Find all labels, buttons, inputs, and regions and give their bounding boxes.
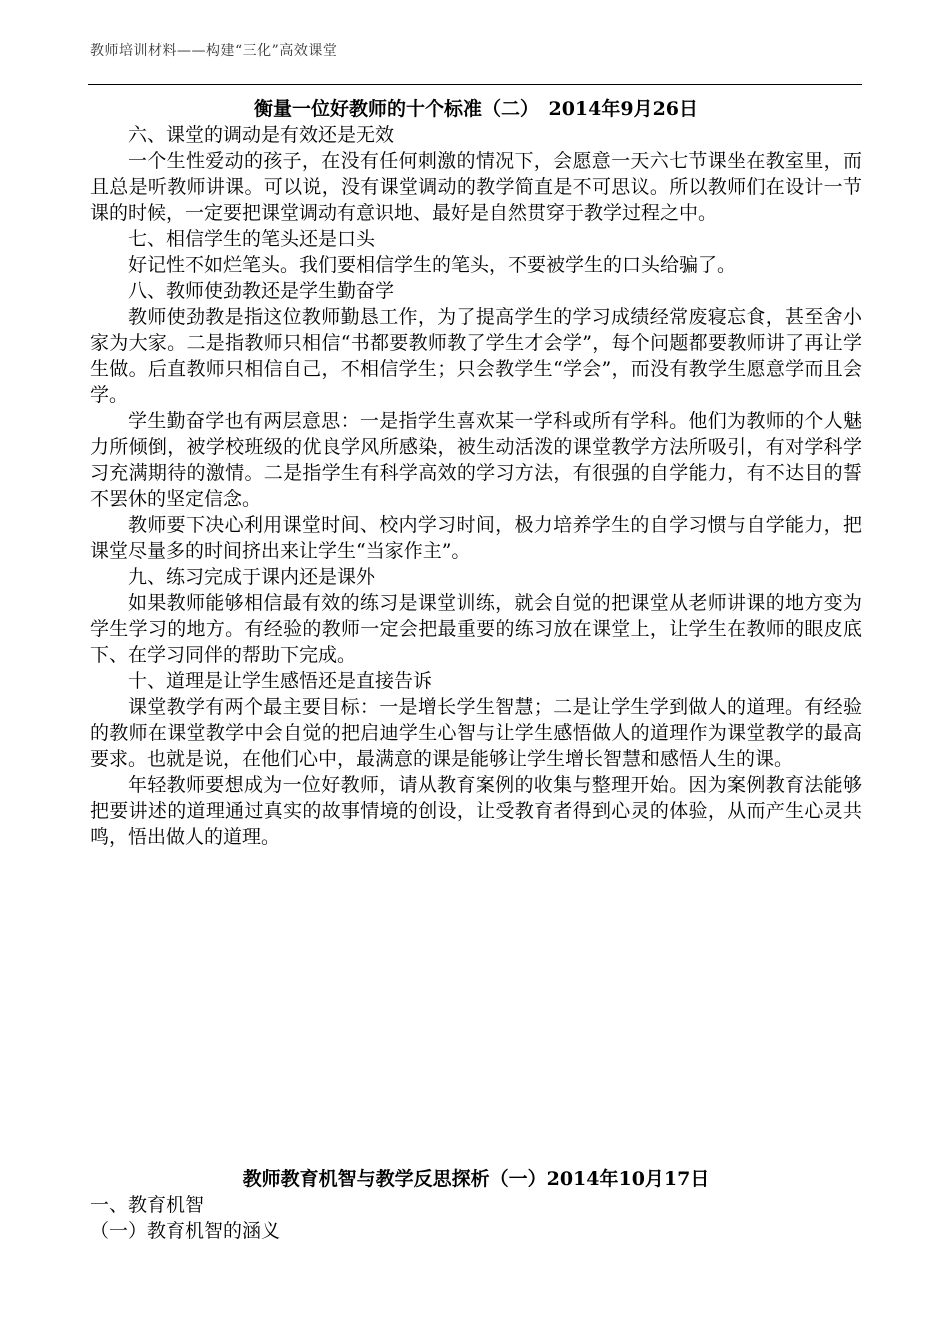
article-standards-part-2 (90, 96, 862, 850)
paragraph: 如果教师能够相信最有效的练习是课堂训练，就会自觉的把课堂从老师讲课的地方变为学生学习的地方。有经验的教师一定会把最重要的练习放在课堂上，让学生在教师的眼皮底下、在学习同伴的帮助下完成。 (90, 592, 862, 666)
article-teaching-wisdom-part-1 (90, 1166, 862, 1244)
article-title: 衡量一位好教师的十个标准（二） 2014年9月26日 (253, 98, 699, 120)
header-rule (88, 84, 862, 85)
paragraph: 教师要下决心利用课堂时间、校内学习时间，极力培养学生的自学习惯与自学能力，把课堂尽量多的时间挤出来让学生“当家作主”。 (90, 514, 862, 562)
article-title: 教师教育机智与教学反思探析（一）2014年10月17日 (242, 1168, 710, 1190)
running-header: 教师培训材料——构建“三化”高效课堂 (90, 43, 338, 59)
subheading-nine: 九、练习完成于课内还是课外 (128, 566, 376, 588)
subheading-ten: 十、道理是让学生感悟还是直接告诉 (128, 670, 433, 692)
paragraph: 课堂教学有两个最主要目标：一是增长学生智慧；二是让学生学到做人的道理。有经验的教师在课堂教学中会自觉的把启迪学生心智与让学生感悟做人的道理作为课堂教学的最高要求。也就是说，在他们心中，最满意的课是能够让学生增长智慧和感悟人生的课。 (90, 696, 862, 770)
paragraph: 年轻教师要想成为一位好教师，请从教育案例的收集与整理开始。因为案例教育法能够把要讲述的道理通过真实的故事情境的创设，让受教育者得到心灵的体验，从而产生心灵共鸣，悟出做人的道理。 (90, 774, 862, 848)
paragraph: 好记性不如烂笔头。我们要相信学生的笔头，不要被学生的口头给骗了。 (128, 254, 737, 276)
subheading-seven: 七、相信学生的笔头还是口头 (128, 228, 376, 250)
paragraph: 教师使劲教是指这位教师勤恳工作，为了提高学生的学习成绩经常废寝忘食，甚至舍小家为大家。二是指教师只相信“书都要教师教了学生才会学”，每个问题都要教师讲了再让学生做。后直教师只相信自己，不相信学生；只会教学生“学会”，而没有教学生愿意学而且会学。 (90, 306, 862, 406)
heading-level-1: 一、教育机智 (90, 1194, 205, 1216)
paragraph: 学生勤奋学也有两层意思：一是指学生喜欢某一学科或所有学科。他们为教师的个人魅力所倾倒，被学校班级的优良学风所感染，被生动活泼的课堂教学方法所吸引，有对学科学习充满期待的激情。二是指学生有科学高效的学习方法，有很强的自学能力，有不达目的誓不罢休的坚定信念。 (90, 410, 862, 510)
subheading-eight: 八、教师使劲教还是学生勤奋学 (128, 280, 395, 302)
heading-level-2: （一）教育机智的涵义 (90, 1220, 281, 1242)
subheading-six: 六、课堂的调动是有效还是无效 (128, 124, 395, 146)
paragraph: 一个生性爱动的孩子，在没有任何刺激的情况下，会愿意一天六七节课坐在教室里，而且总是听教师讲课。可以说，没有课堂调动的教学简直是不可思议。所以教师们在设计一节课的时候，一定要把课堂调动有意识地、最好是自然贯穿于教学过程之中。 (90, 150, 862, 224)
